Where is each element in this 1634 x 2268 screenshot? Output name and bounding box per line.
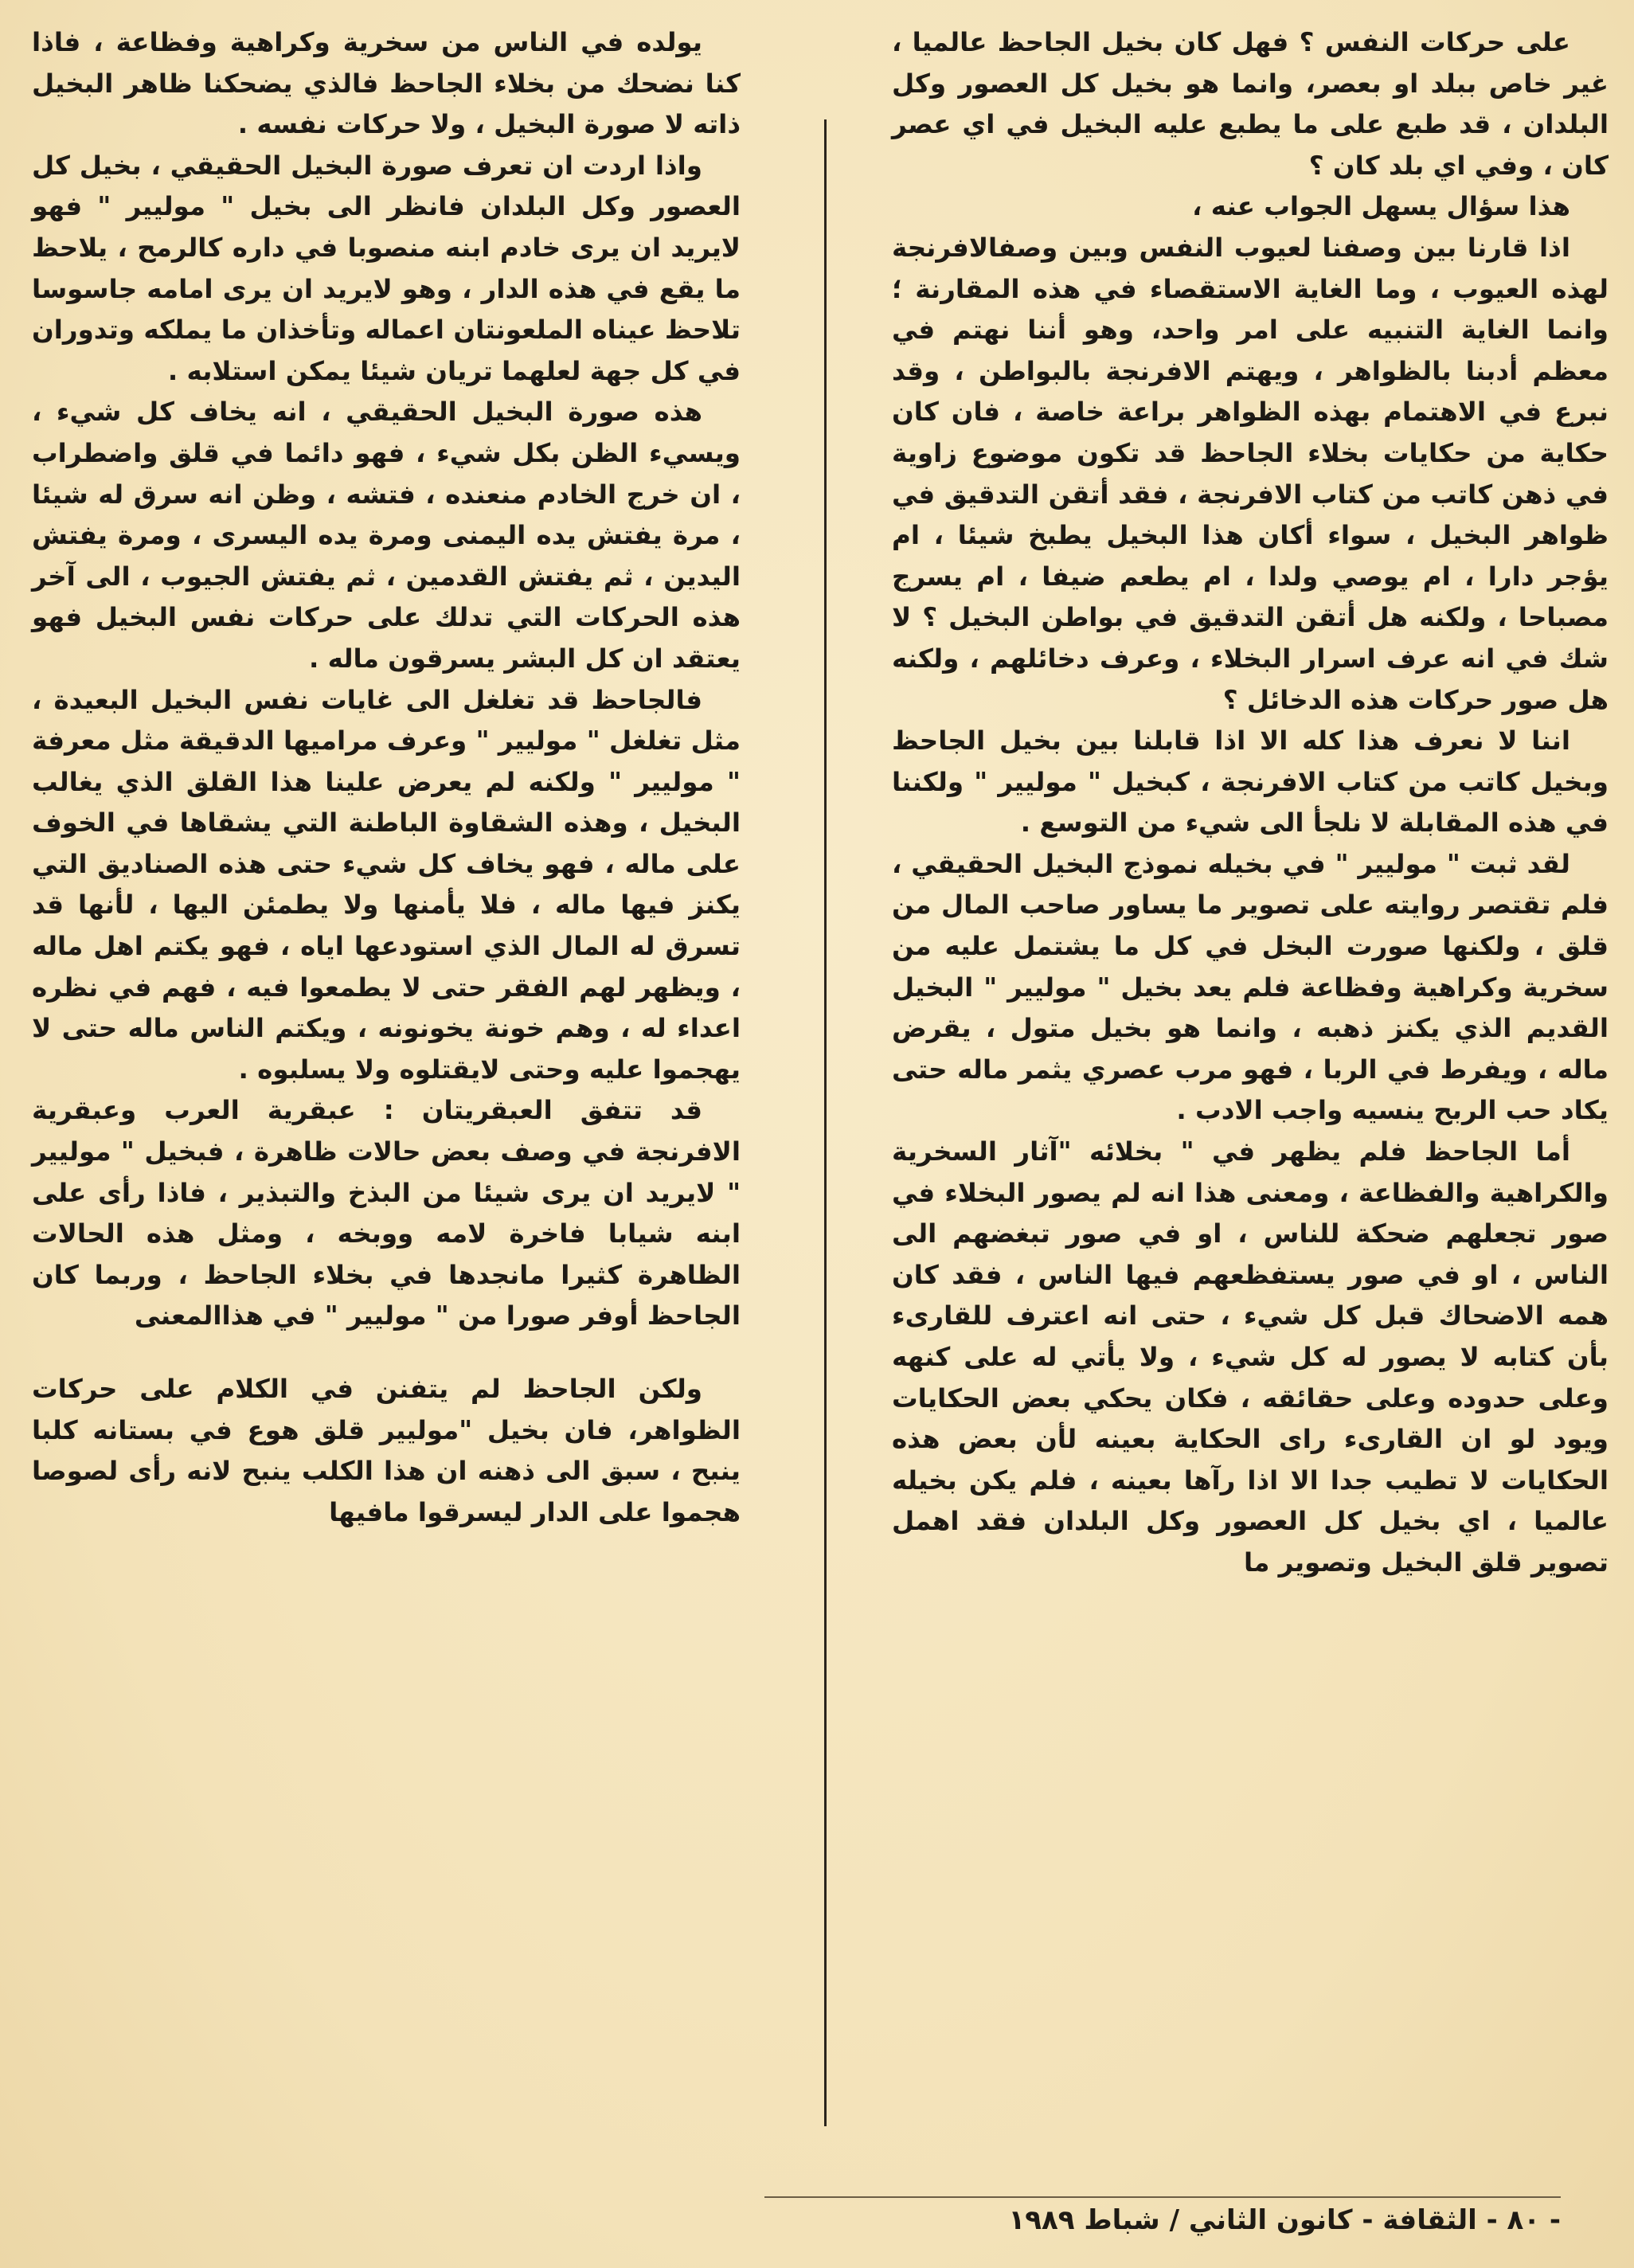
footer-divider: [764, 2196, 1561, 2198]
paragraph: اننا لا نعرف هذا كله الا اذا قابلنا بين بخيل الجاحظ وبخيل كاتب من كتاب الافرنجة ، كبخيل " موليير " ولكننا في هذه المقابلة لا نلجأ الى شيء من التوسع .: [892, 725, 1609, 839]
paragraph: ولكن الجاحظ لم يتفنن في الكلام على حركات الظواهر، فان بخيل "موليير قلق هوع في بستانه كلبا ينبح ، سبق الى ذهنه ان هذا الكلب ينبح لانه رأى لصوصا هجموا على الدار ليسرقوا مافيها: [32, 1374, 741, 1527]
right-text-column: [892, 22, 1609, 1584]
paragraph: اذا قارنا بين وصفنا لعيوب النفس وبين وصفالافرنجة لهذه العيوب ، وما الغاية الاستقصاء في هذه المقارنة ؛ وانما الغاية التنبيه على امر واحد، وهو أننا نهتم في معظم أدبنا بالظواهر ، ويهتم الافرنجة بالبواطن ، وقد نبرع في الاهتمام بهذه الظواهر براعة خاصة ، فان كان حكاية من حكايات بخلاء الجاحظ قد تكون موضوع زاوية في ذهن كاتب من كتاب الافرنجة ، فقد أتقن التدقيق في ظواهر البخيل ، سواء أكان هذا البخيل يطبخ شيئا ، ام يؤجر دارا ، ام يوصي ولدا ، ام يطعم ضيفا ، ام يسرج مصباحا ، ولكنه هل أتقن التدقيق في بواطن البخيل ؟ لا شك في انه عرف اسرار البخلاء ، وعرف دخائلهم ، ولكنه هل صور حركات هذه الدخائل ؟: [892, 232, 1609, 715]
page-footer: - ٨٠ - الثقافة - كانون الثاني / شباط ١٩٨٩: [1008, 2204, 1561, 2236]
paragraph: هذا سؤال يسهل الجواب عنه ،: [1192, 191, 1570, 222]
paragraph: هذه صورة البخيل الحقيقي ، انه يخاف كل شيء ، ويسيء الظن بكل شيء ، فهو دائما في قلق واضطراب ، ان خرج الخادم منعنده ، فتشه ، وظن انه سرق له شيئا ، مرة يفتش يده اليمنى ومرة يده اليسرى ، ومرة يفتش اليدين ، ثم يفتش القدمين ، ثم يفتش الجيوب ، الى آخر هذه الحركات التي تدلك على حركات نفس البخيل فهو يعتقد ان كل البشر يسرقون ماله .: [32, 397, 741, 674]
paragraph: فالجاحظ قد تغلغل الى غايات نفس البخيل البعيدة ، مثل تغلغل " موليير " وعرف مراميها الدقيقة مثل معرفة " موليير " ولكنه لم يعرض علينا هذا القلق الذي يغالب البخيل ، وهذه الشقاوة الباطنة التي يشقاها في الخوف على ماله ، فهو يخاف كل شيء حتى هذه الصناديق التي يكنز فيها ماله ، فلا يأمنها ولا يطمئن اليها ، لأنها قد تسرق له المال الذي استودعها اياه ، فهو يكتم اهل ماله ، ويظهر لهم الفقر حتى لا يطمعوا فيه ، فهم في نظره اعداء له ، وهم خونة يخونونه ، ويكتم الناس ماله حتى لا يهجموا عليه وحتى لايقتلوه ولا يسلبوه .: [32, 684, 741, 1085]
paragraph: واذا اردت ان تعرف صورة البخيل الحقيقي ، بخيل كل العصور وكل البلدان فانظر الى بخيل " موليير " فهو لايريد ان يرى خادم ابنه منصوبا في داره كالرمح ، يلاحظ ما يقع في هذه الدار ، وهو لايريد ان يرى امامه جاسوسا تلاحظ عيناه الملعونتان اعماله وتأخذان ما يملكه وتدوران في كل جهة لعلهما تريان شيئا يمكن استلابه .: [32, 150, 741, 386]
paragraph: قد تتفق العبقريتان : عبقرية العرب وعبقرية الافرنجة في وصف بعض حالات ظاهرة ، فبخيل " موليير " لايريد ان يرى شيئا من البذخ والتبذير ، فاذا رأى على ابنه شيابا فاخرة لامه ووبخه ، ومثل هذه الحالات الظاهرة كثيرا مانجدها في بخلاء الجاحظ ، وربما كان الجاحظ أوفر صورا من " موليير " في هذاالمعنى: [32, 1095, 741, 1331]
paragraph: على حركات النفس ؟ فهل كان بخيل الجاحظ عالميا ، غير خاص ببلد او بعصر، وانما هو بخيل كل العصور وكل البلدان ، قد طبع على ما يطبع عليه البخيل في اي عصر كان ، وفي اي بلد كان ؟: [892, 27, 1609, 181]
paragraph: لقد ثبت " موليير " في بخيله نموذج البخيل الحقيقي ، فلم تقتصر روايته على تصوير ما يساور صاحب المال من قلق ، ولكنها صورت البخل في كل ما يشتمل عليه من سخرية وكراهية وفظاعة فلم يعد بخيل " موليير " البخيل القديم الذي يكنز ذهبه ، وانما هو بخيل متول ، يقرض ماله ، ويفرط في الربا ، فهو مرب عصري يثمر ماله حتى يكاد حب الربح ينسيه واجب الادب .: [892, 848, 1609, 1126]
left-text-column: [32, 22, 741, 1533]
column-divider: [824, 119, 827, 2126]
paragraph: أما الجاحظ فلم يظهر في " بخلائه "آثار السخرية والكراهية والفظاعة ، ومعنى هذا انه لم يصور البخلاء في صور تجعلهم ضحكة للناس ، او في صور تبغضهم الى الناس ، او في صور يستفظعهم فيها الناس ، فقد كان همه الاضحاك قبل كل شيء ، حتى انه اعترف للقارىء بأن كتابه لا يصور له كل شيء ، ولا يأتي له على كنهه وعلى حدوده وعلى حقائقه ، فكان يحكي بعض الحكايات ويود لو ان القارىء راى الحكاية بعينه لأن بعض هذه الحكايات لا تطيب جدا الا اذا رآها بعينه ، فلم يكن بخيله عالميا ، اي بخيل كل العصور وكل البلدان فقد اهمل تصوير قلق البخيل وتصوير ما: [892, 1136, 1609, 1578]
paragraph: يولده في الناس من سخرية وكراهية وفظاعة ، فاذا كنا نضحك من بخلاء الجاحظ فالذي يضحكنا ظاهر البخيل ذاته لا صورة البخيل ، ولا حركات نفسه .: [32, 27, 741, 140]
